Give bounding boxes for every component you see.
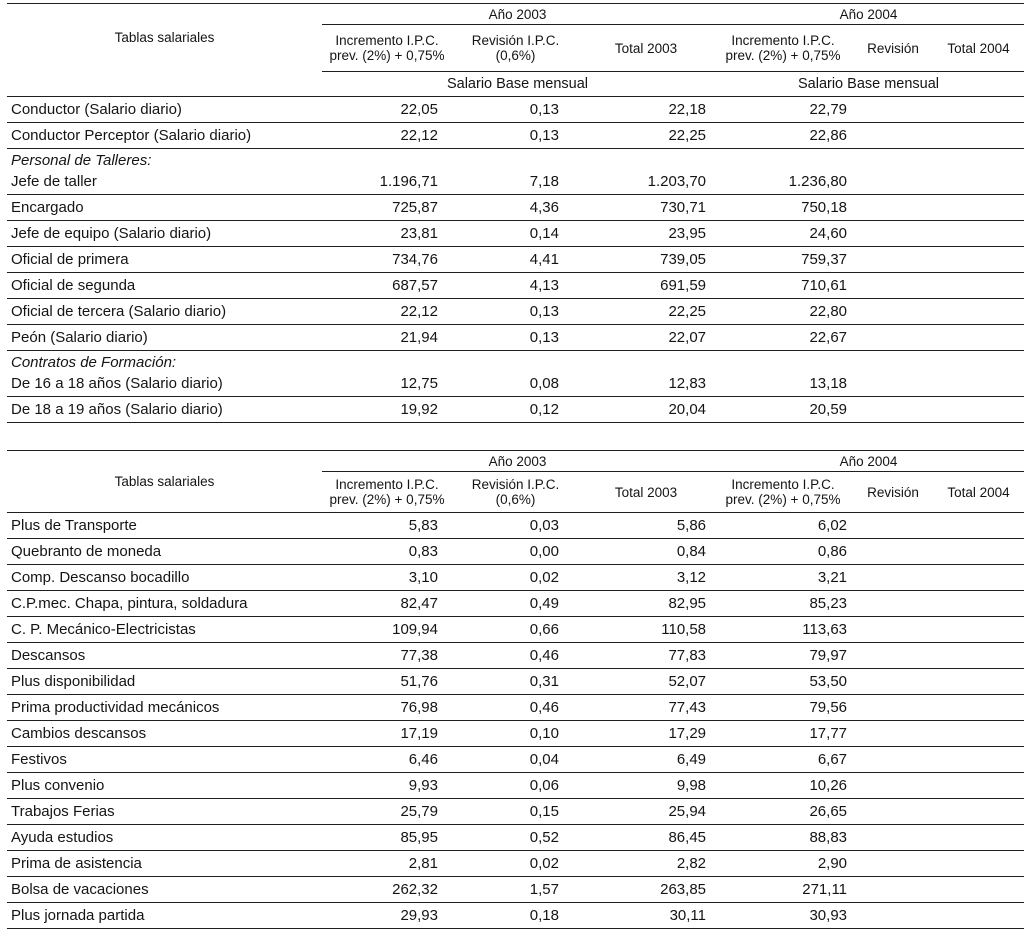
- cell-increment-2004: 17,77: [713, 721, 853, 747]
- cell-revision-2004: [853, 539, 933, 565]
- cell-total-2003: 86,45: [579, 825, 713, 851]
- column-header-total-2003: Total 2003: [579, 472, 713, 513]
- table-row: [7, 747, 1024, 773]
- row-label: Ayuda estudios: [7, 825, 322, 851]
- cell-increment-2004: 30,93: [713, 903, 853, 929]
- row-label: Prima productividad mecánicos: [7, 695, 322, 721]
- column-header-revision-line1: Revisión I.P.C.: [471, 33, 560, 48]
- row-label: De 18 a 19 años (Salario diario): [7, 397, 322, 423]
- year-2003-header: Año 2003: [322, 4, 713, 25]
- cell-increment-2003: 9,93: [322, 773, 452, 799]
- cell-total-2004: [933, 643, 1024, 669]
- cell-increment-2003: 109,94: [322, 617, 452, 643]
- row-label: Conductor (Salario diario): [7, 97, 322, 123]
- cell-revision-2004: [853, 325, 933, 351]
- cell-revision-2004: [853, 643, 933, 669]
- table-row: [7, 371, 1024, 397]
- cell-increment-2003: 3,10: [322, 565, 452, 591]
- cell-revision-2003: 0,14: [452, 221, 579, 247]
- row-label: Cambios descansos: [7, 721, 322, 747]
- cell-increment-2004: 13,18: [713, 371, 853, 397]
- column-header-revision-line2: (0,6%): [495, 48, 536, 63]
- cell-increment-2003: 17,19: [322, 721, 452, 747]
- cell-revision-2003: 0,13: [452, 97, 579, 123]
- cell-total-2004: [933, 221, 1024, 247]
- salario-base-2003: Salario Base mensual: [322, 72, 713, 97]
- cell-total-2004: [933, 513, 1024, 539]
- cell-increment-2004: 88,83: [713, 825, 853, 851]
- cell-total-2004: [933, 371, 1024, 397]
- cell-total-2003: 9,98: [579, 773, 713, 799]
- cell-total-2003: 77,43: [579, 695, 713, 721]
- cell-total-2004: [933, 123, 1024, 149]
- cell-revision-2004: [853, 851, 933, 877]
- table-row: [7, 169, 1024, 195]
- cell-revision-2003: 4,13: [452, 273, 579, 299]
- column-header-total-2003: Total 2003: [579, 25, 713, 72]
- column-header-total-2004: Total 2004: [933, 472, 1024, 513]
- cell-increment-2004: 2,90: [713, 851, 853, 877]
- cell-revision-2004: [853, 195, 933, 221]
- cell-total-2004: [933, 669, 1024, 695]
- cell-revision-2003: 0,31: [452, 669, 579, 695]
- cell-total-2004: [933, 877, 1024, 903]
- row-label: Conductor Perceptor (Salario diario): [7, 123, 322, 149]
- table-row: [7, 539, 1024, 565]
- cell-increment-2004: 759,37: [713, 247, 853, 273]
- cell-revision-2003: 0,12: [452, 397, 579, 423]
- cell-revision-2003: 0,52: [452, 825, 579, 851]
- cell-increment-2004: 26,65: [713, 799, 853, 825]
- cell-increment-2004: 0,86: [713, 539, 853, 565]
- blank-cell: [7, 72, 322, 97]
- row-label: Plus disponibilidad: [7, 669, 322, 695]
- cell-total-2004: [933, 325, 1024, 351]
- cell-total-2003: 691,59: [579, 273, 713, 299]
- cell-total-2004: [933, 799, 1024, 825]
- table-row: [7, 851, 1024, 877]
- table-row: [7, 591, 1024, 617]
- row-label: Prima de asistencia: [7, 851, 322, 877]
- row-label: Trabajos Ferias: [7, 799, 322, 825]
- row-label: Oficial de tercera (Salario diario): [7, 299, 322, 325]
- cell-increment-2004: 113,63: [713, 617, 853, 643]
- cell-revision-2004: [853, 669, 933, 695]
- row-label: Encargado: [7, 195, 322, 221]
- cell-revision-2004: [853, 123, 933, 149]
- cell-total-2004: [933, 903, 1024, 929]
- cell-increment-2003: 687,57: [322, 273, 452, 299]
- cell-total-2003: 20,04: [579, 397, 713, 423]
- column-header-increment-2004-line1: Incremento I.P.C.: [731, 33, 835, 48]
- column-header-total-2004: Total 2004: [933, 25, 1024, 72]
- cell-increment-2003: 734,76: [322, 247, 452, 273]
- cell-increment-2003: 23,81: [322, 221, 452, 247]
- cell-revision-2004: [853, 273, 933, 299]
- cell-total-2004: [933, 565, 1024, 591]
- cell-revision-2004: [853, 617, 933, 643]
- cell-revision-2003: 0,02: [452, 851, 579, 877]
- cell-revision-2003: 0,04: [452, 747, 579, 773]
- cell-revision-2003: 0,00: [452, 539, 579, 565]
- section-talleres: Personal de Talleres:: [11, 152, 152, 169]
- cell-total-2003: 22,25: [579, 123, 713, 149]
- year-2003-header: Año 2003: [322, 451, 713, 472]
- cell-revision-2004: [853, 513, 933, 539]
- cell-revision-2004: [853, 747, 933, 773]
- cell-increment-2004: 710,61: [713, 273, 853, 299]
- cell-increment-2003: 25,79: [322, 799, 452, 825]
- cell-revision-2004: [853, 721, 933, 747]
- table-row: [7, 877, 1024, 903]
- cell-revision-2004: [853, 773, 933, 799]
- column-header-increment-2004-line1: Incremento I.P.C.: [731, 477, 835, 492]
- cell-revision-2003: 1,57: [452, 877, 579, 903]
- cell-total-2003: 1.203,70: [579, 169, 713, 195]
- column-header-increment-line2: prev. (2%) + 0,75%: [329, 492, 445, 507]
- cell-total-2004: [933, 825, 1024, 851]
- column-header-label: Tablas salariales: [7, 451, 322, 513]
- cell-total-2003: 22,18: [579, 97, 713, 123]
- cell-increment-2004: 10,26: [713, 773, 853, 799]
- cell-total-2004: [933, 273, 1024, 299]
- row-label: Jefe de taller: [7, 169, 322, 195]
- cell-revision-2003: 0,18: [452, 903, 579, 929]
- cell-revision-2004: [853, 903, 933, 929]
- cell-increment-2003: 5,83: [322, 513, 452, 539]
- cell-increment-2003: 76,98: [322, 695, 452, 721]
- row-label: C. P. Mecánico-Electricistas: [7, 617, 322, 643]
- cell-increment-2004: 1.236,80: [713, 169, 853, 195]
- table-row: [7, 513, 1024, 539]
- cell-total-2004: [933, 617, 1024, 643]
- cell-increment-2004: 271,11: [713, 877, 853, 903]
- row-label: Festivos: [7, 747, 322, 773]
- year-2004-header: Año 2004: [713, 4, 1024, 25]
- cell-increment-2004: 85,23: [713, 591, 853, 617]
- cell-increment-2004: 22,67: [713, 325, 853, 351]
- cell-revision-2004: [853, 97, 933, 123]
- column-header-increment-2004: [713, 472, 853, 513]
- row-label: Comp. Descanso bocadillo: [7, 565, 322, 591]
- cell-revision-2004: [853, 565, 933, 591]
- row-label: Plus jornada partida: [7, 903, 322, 929]
- cell-revision-2003: 0,13: [452, 123, 579, 149]
- column-header-revision-2004: Revisión: [853, 25, 933, 72]
- cell-revision-2004: [853, 695, 933, 721]
- cell-revision-2003: 0,66: [452, 617, 579, 643]
- cell-revision-2004: [853, 221, 933, 247]
- row-label: Oficial de primera: [7, 247, 322, 273]
- cell-total-2003: 110,58: [579, 617, 713, 643]
- table-row: [7, 97, 1024, 123]
- cell-revision-2003: 4,36: [452, 195, 579, 221]
- cell-total-2004: [933, 591, 1024, 617]
- cell-total-2003: 730,71: [579, 195, 713, 221]
- cell-total-2003: 17,29: [579, 721, 713, 747]
- cell-increment-2003: 51,76: [322, 669, 452, 695]
- row-label: Jefe de equipo (Salario diario): [7, 221, 322, 247]
- cell-revision-2003: 0,03: [452, 513, 579, 539]
- table-row: [7, 397, 1024, 423]
- cell-total-2003: 30,11: [579, 903, 713, 929]
- section-formacion: Contratos de Formación:: [11, 354, 177, 371]
- cell-increment-2004: 79,56: [713, 695, 853, 721]
- cell-increment-2003: 19,92: [322, 397, 452, 423]
- column-header-increment-2004-line2: prev. (2%) + 0,75%: [725, 492, 841, 507]
- cell-increment-2003: 85,95: [322, 825, 452, 851]
- column-header-increment: [322, 25, 452, 72]
- section-talleres-row: [7, 149, 1024, 170]
- row-label: Bolsa de vacaciones: [7, 877, 322, 903]
- cell-total-2003: 2,82: [579, 851, 713, 877]
- table-row: [7, 825, 1024, 851]
- cell-total-2004: [933, 721, 1024, 747]
- cell-revision-2004: [853, 397, 933, 423]
- cell-total-2004: [933, 747, 1024, 773]
- row-label: Peón (Salario diario): [7, 325, 322, 351]
- cell-total-2004: [933, 539, 1024, 565]
- cell-total-2003: 5,86: [579, 513, 713, 539]
- cell-revision-2004: [853, 591, 933, 617]
- year-2004-header: Año 2004: [713, 451, 1024, 472]
- table-row: [7, 799, 1024, 825]
- cell-total-2003: 3,12: [579, 565, 713, 591]
- cell-increment-2004: 20,59: [713, 397, 853, 423]
- cell-increment-2004: 22,80: [713, 299, 853, 325]
- column-header-revision-line1: Revisión I.P.C.: [471, 477, 560, 492]
- salary-table-plus: [7, 450, 1024, 929]
- cell-increment-2004: 6,67: [713, 747, 853, 773]
- column-header-revision-line2: (0,6%): [495, 492, 536, 507]
- cell-increment-2004: 22,86: [713, 123, 853, 149]
- cell-total-2003: 25,94: [579, 799, 713, 825]
- cell-total-2004: [933, 299, 1024, 325]
- row-label: Plus de Transporte: [7, 513, 322, 539]
- table-row: [7, 247, 1024, 273]
- cell-increment-2004: 22,79: [713, 97, 853, 123]
- cell-increment-2003: 725,87: [322, 195, 452, 221]
- cell-increment-2004: 3,21: [713, 565, 853, 591]
- cell-total-2004: [933, 695, 1024, 721]
- cell-increment-2003: 6,46: [322, 747, 452, 773]
- cell-total-2003: 12,83: [579, 371, 713, 397]
- cell-increment-2003: 22,12: [322, 299, 452, 325]
- cell-total-2004: [933, 247, 1024, 273]
- cell-revision-2004: [853, 825, 933, 851]
- cell-total-2003: 77,83: [579, 643, 713, 669]
- row-label: Quebranto de moneda: [7, 539, 322, 565]
- column-header-increment-line1: Incremento I.P.C.: [335, 477, 439, 492]
- cell-revision-2004: [853, 877, 933, 903]
- cell-revision-2003: 4,41: [452, 247, 579, 273]
- section-formacion-row: [7, 351, 1024, 372]
- cell-revision-2004: [853, 371, 933, 397]
- table-row: [7, 123, 1024, 149]
- cell-total-2003: 22,07: [579, 325, 713, 351]
- cell-revision-2003: 0,46: [452, 643, 579, 669]
- cell-total-2003: 23,95: [579, 221, 713, 247]
- column-header-revision-2004: Revisión: [853, 472, 933, 513]
- table-row: [7, 721, 1024, 747]
- cell-increment-2003: 1.196,71: [322, 169, 452, 195]
- column-header-increment-line2: prev. (2%) + 0,75%: [329, 48, 445, 63]
- cell-total-2004: [933, 195, 1024, 221]
- row-label: Descansos: [7, 643, 322, 669]
- row-label: C.P.mec. Chapa, pintura, soldadura: [7, 591, 322, 617]
- column-header-revision: [452, 25, 579, 72]
- cell-increment-2003: 77,38: [322, 643, 452, 669]
- cell-total-2003: 6,49: [579, 747, 713, 773]
- cell-increment-2003: 82,47: [322, 591, 452, 617]
- cell-revision-2003: 0,49: [452, 591, 579, 617]
- cell-increment-2004: 750,18: [713, 195, 853, 221]
- table-row: [7, 695, 1024, 721]
- cell-increment-2003: 22,12: [322, 123, 452, 149]
- cell-total-2003: 22,25: [579, 299, 713, 325]
- table-row: [7, 299, 1024, 325]
- column-header-revision: [452, 472, 579, 513]
- cell-total-2003: 0,84: [579, 539, 713, 565]
- table-row: [7, 773, 1024, 799]
- cell-increment-2003: 12,75: [322, 371, 452, 397]
- row-label: Oficial de segunda: [7, 273, 322, 299]
- cell-increment-2004: 24,60: [713, 221, 853, 247]
- cell-increment-2003: 21,94: [322, 325, 452, 351]
- table-row: [7, 669, 1024, 695]
- cell-increment-2003: 2,81: [322, 851, 452, 877]
- table-row: [7, 617, 1024, 643]
- cell-revision-2004: [853, 799, 933, 825]
- cell-increment-2003: 0,83: [322, 539, 452, 565]
- cell-increment-2004: 79,97: [713, 643, 853, 669]
- cell-total-2004: [933, 773, 1024, 799]
- row-label: De 16 a 18 años (Salario diario): [7, 371, 322, 397]
- table-row: [7, 903, 1024, 929]
- cell-revision-2003: 7,18: [452, 169, 579, 195]
- cell-total-2004: [933, 97, 1024, 123]
- table-row: [7, 273, 1024, 299]
- cell-revision-2003: 0,13: [452, 299, 579, 325]
- cell-total-2003: 263,85: [579, 877, 713, 903]
- row-label: Plus convenio: [7, 773, 322, 799]
- table-row: [7, 565, 1024, 591]
- column-header-increment: [322, 472, 452, 513]
- cell-total-2004: [933, 169, 1024, 195]
- cell-revision-2003: 0,15: [452, 799, 579, 825]
- salary-table-base: [7, 3, 1024, 423]
- cell-increment-2003: 262,32: [322, 877, 452, 903]
- table-row: [7, 643, 1024, 669]
- cell-revision-2003: 0,10: [452, 721, 579, 747]
- cell-increment-2003: 29,93: [322, 903, 452, 929]
- column-header-increment-line1: Incremento I.P.C.: [335, 33, 439, 48]
- column-header-label: Tablas salariales: [7, 4, 322, 72]
- cell-revision-2003: 0,13: [452, 325, 579, 351]
- cell-total-2004: [933, 397, 1024, 423]
- cell-total-2003: 52,07: [579, 669, 713, 695]
- cell-increment-2004: 53,50: [713, 669, 853, 695]
- table-row: [7, 221, 1024, 247]
- column-header-increment-2004: [713, 25, 853, 72]
- table-row: [7, 195, 1024, 221]
- cell-revision-2004: [853, 247, 933, 273]
- cell-revision-2003: 0,46: [452, 695, 579, 721]
- cell-total-2004: [933, 851, 1024, 877]
- cell-revision-2003: 0,02: [452, 565, 579, 591]
- cell-revision-2003: 0,08: [452, 371, 579, 397]
- cell-increment-2004: 6,02: [713, 513, 853, 539]
- cell-increment-2003: 22,05: [322, 97, 452, 123]
- table-row: [7, 325, 1024, 351]
- cell-total-2003: 739,05: [579, 247, 713, 273]
- cell-revision-2004: [853, 169, 933, 195]
- cell-revision-2004: [853, 299, 933, 325]
- column-header-increment-2004-line2: prev. (2%) + 0,75%: [725, 48, 841, 63]
- cell-total-2003: 82,95: [579, 591, 713, 617]
- salario-base-2004: Salario Base mensual: [713, 72, 1024, 97]
- cell-revision-2003: 0,06: [452, 773, 579, 799]
